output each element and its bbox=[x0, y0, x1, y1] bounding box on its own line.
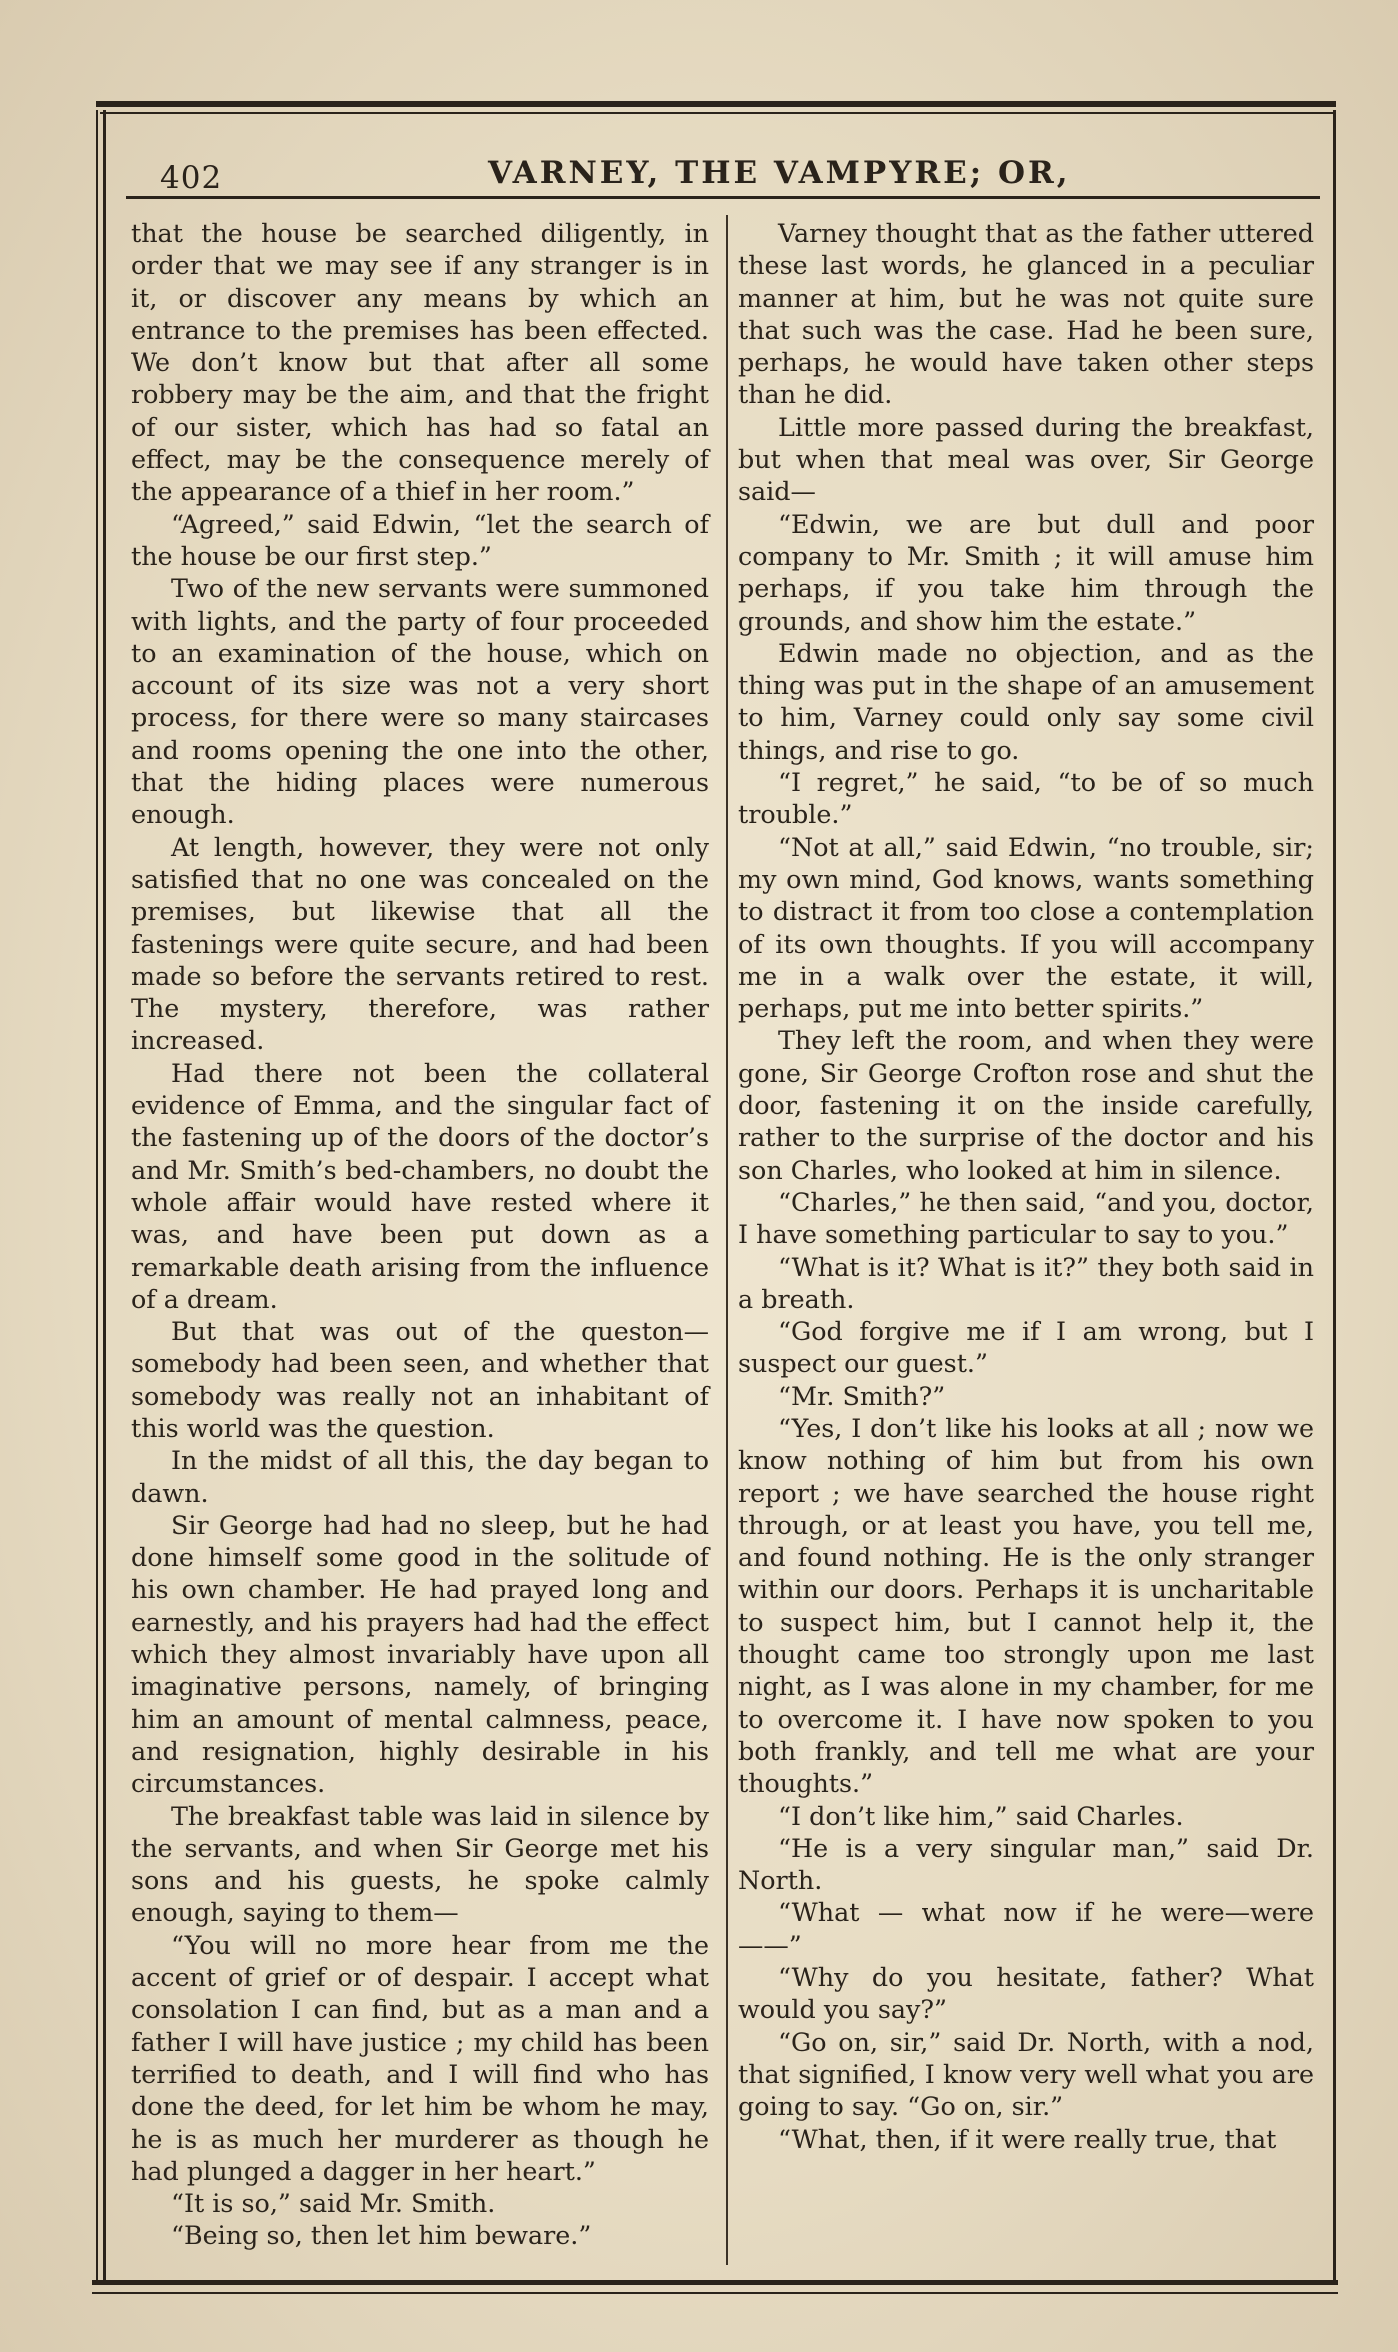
bottom-border-thin-rule bbox=[92, 2292, 1338, 2294]
right-column bbox=[738, 217, 1314, 2155]
paragraph: “Yes, I don’t like his looks at all ; now we know nothing of him but from his own report ; we have searched the house right through, or at least you have, you tell me, and found nothing. He is the only stranger within our doors. Perhaps it is uncharitable to suspect him, but I cannot help it, the thought came too strongly upon me last night, as I was alone in my chamber, for me to overcome it. I have now spoken to you both frankly, and tell me what are your thoughts.” bbox=[738, 1412, 1314, 1799]
paragraph: “What is it? What is it?” they both said in a breath. bbox=[738, 1251, 1314, 1314]
header-rule bbox=[126, 196, 1320, 199]
page-number: 402 bbox=[160, 160, 223, 196]
paragraph: “He is a very singular man,” said Dr. North. bbox=[738, 1832, 1314, 1896]
paragraph: Sir George had had no sleep, but he had done himself some good in the solitude of his own chamber. He had prayed long and earnestly, and his prayers had had the effect which they almost invariably have upon all imaginative persons, namely, of bringing him an amount of mental calmness, peace, and resignation, highly desirable in his circumstances. bbox=[131, 1509, 709, 1799]
paragraph: “Mr. Smith?” bbox=[778, 1380, 946, 1411]
left-column bbox=[131, 217, 709, 2252]
paragraph: “Agreed,” said Edwin, “let the search of the house be our first step.” bbox=[131, 508, 709, 571]
paragraph: “I regret,” he said, “to be of so much trouble.” bbox=[738, 767, 1314, 830]
paragraph: that the house be searched diligently, in order that we may see if any stranger is in it, or discover any means by which an entrance to the premises has been effected. We don’t know but that after all some robbery may be the aim, and that the fright of our sister, which has had so fatal an effect, may be the consequence merely of the appearance of a thief in her room.” bbox=[131, 218, 709, 507]
paragraph: Edwin made no objection, and as the thing was put in the shape of an amusement to him, Varney could only say some civil things, and rise to go. bbox=[738, 637, 1314, 765]
paragraph: The breakfast table was laid in silence by the servants, and when Sir George met his sons and his guests, he spoke calmly enough, saying to them— bbox=[131, 1800, 709, 1928]
paragraph: Had there not been the collateral evidence of Emma, and the singular fact of the fastening up of the doors of the doctor’s and Mr. Smith’s bed-chambers, no doubt the whole affair would have rested where it was, and have been put down as a remarkable death arising from the influence of a dream. bbox=[131, 1057, 709, 1314]
paragraph: “Charles,” he then said, “and you, doctor, I have something particular to say to you.” bbox=[738, 1186, 1314, 1250]
paragraph: “What — what now if he were—were——” bbox=[738, 1897, 1314, 1960]
paragraph: “It is so,” said Mr. Smith. bbox=[171, 2188, 496, 2219]
paragraph: “God forgive me if I am wrong, but I suspect our guest.” bbox=[738, 1316, 1314, 1379]
top-border-thin-rule bbox=[100, 112, 1336, 114]
running-title: VARNEY, THE VAMPYRE; OR, bbox=[488, 155, 1071, 191]
paragraph: “Go on, sir,” said Dr. North, with a nod, that signified, I know very well what you are going to say. “Go on, sir.” bbox=[738, 2026, 1314, 2122]
paragraph: “What, then, if it were really true, that bbox=[778, 2123, 1277, 2154]
paragraph: “Edwin, we are but dull and poor company to Mr. Smith ; it will amuse him perhaps, if you take him through the grounds, and show him the estate.” bbox=[738, 508, 1314, 636]
paragraph: Varney thought that as the father uttered these last words, he glanced in a peculiar manner at him, but he was not quite sure that such was the case. Had he been sure, perhaps, he would have taken other steps than he did. bbox=[738, 218, 1314, 410]
paragraph: “Why do you hesitate, father? What would you say?” bbox=[738, 1962, 1314, 2025]
column-divider bbox=[726, 215, 728, 2265]
paragraph: “You will no more hear from me the accent of grief or of despair. I accept what consolation I can find, but as a man and a father I will have justice ; my child has been terrified to death, and I will find who has done the deed, for let him be whom he may, he is as much her murderer as though he had plunged a dagger in her heart.” bbox=[131, 1929, 709, 2186]
paragraph: “Not at all,” said Edwin, “no trouble, sir; my own mind, God knows, wants something to distract it from too close a contemplation of its own thoughts. If you will accompany me in a walk over the estate, it will, perhaps, put me into better spirits.” bbox=[738, 831, 1314, 1024]
paragraph: “I don’t like him,” said Charles. bbox=[778, 1800, 1184, 1831]
bottom-border-rule bbox=[92, 2280, 1338, 2285]
paragraph: Little more passed during the breakfast, but when that meal was over, Sir George said— bbox=[738, 411, 1314, 507]
paragraph: At length, however, they were not only satisfied that no one was concealed on the premises, but likewise that all the fastenings were quite secure, and had been made so before the servants retired to rest. The mystery, therefore, was rather increased. bbox=[131, 831, 709, 1056]
paragraph: But that was out of the queston—somebody had been seen, and whether that somebody was really not an inhabitant of this world was the question. bbox=[131, 1316, 709, 1443]
paragraph: They left the room, and when they were gone, Sir George Crofton rose and shut the door, fastening it on the inside carefully, rather to the surprise of the doctor and his son Charles, who looked at him in silence. bbox=[738, 1025, 1314, 1185]
paragraph: In the midst of all this, the day began to dawn. bbox=[131, 1445, 709, 1508]
right-border bbox=[1333, 110, 1336, 2280]
top-border-rule bbox=[96, 101, 1336, 107]
paragraph: Two of the new servants were summoned with lights, and the party of four proceeded to an examination of the house, which on account of its size was not a very short process, for there were so many staircases and rooms opening the one into the other, that the hiding places were numerous enough. bbox=[131, 573, 709, 830]
left-border-outer bbox=[96, 110, 98, 2280]
paragraph: “Being so, then let him beware.” bbox=[171, 2220, 592, 2251]
left-border-inner bbox=[103, 110, 106, 2280]
